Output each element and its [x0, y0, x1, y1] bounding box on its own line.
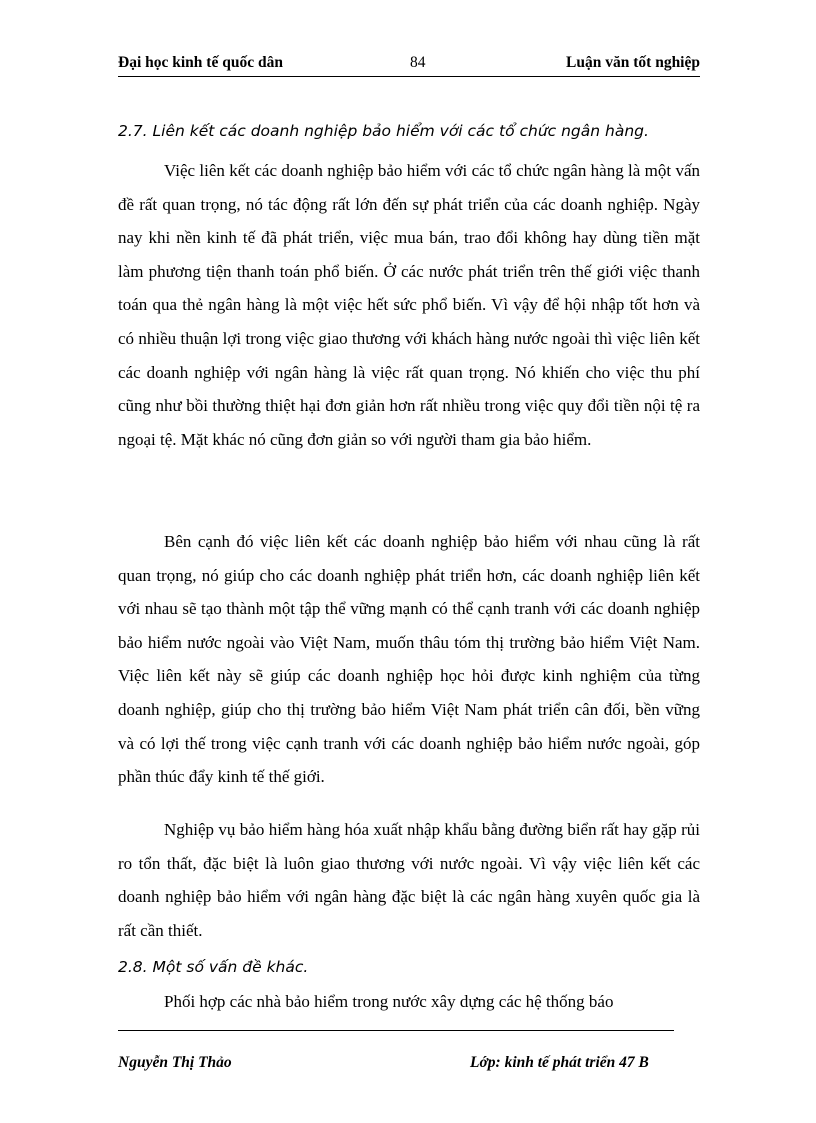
page-header	[118, 52, 700, 77]
header-page-number: 84	[410, 54, 426, 71]
paragraph-bank-linkage: Việc liên kết các doanh nghiệp bảo hiểm với các tổ chức ngân hàng là một vấn đề rất quan trọng, nó tác động rất lớn đến sự phát triển của các doanh nghiệp. Ngày nay khi nền kinh tế đã phát triển, việc mua bán, trao đổi không hay dùng tiền mặt làm phương tiện thanh toán phổ biến. Ở các nước phát triển trên thế giới việc thanh toán qua thẻ ngân hàng là một việc hết sức phổ biến. Vì vậy để hội nhập tốt hơn và có nhiều thuận lợi trong việc giao thương với khách hàng nước ngoài thì việc liên kết các doanh nghiệp với ngân hàng là việc rất quan trọng. Nó khiến cho việc thu phí cũng như bồi thường thiệt hại đơn giản hơn rất nhiều trong việc quy đổi tiền nội tệ ra ngoại tệ. Mặt khác nó cũng đơn giản so với người tham gia bảo hiểm.	[118, 161, 700, 449]
header-university: Đại học kinh tế quốc dân	[118, 54, 283, 71]
footer-divider	[118, 1030, 674, 1031]
paragraph-coordination: Phối hợp các nhà bảo hiểm trong nước xây dựng các hệ thống báo	[164, 992, 614, 1011]
section-heading-2-8: 2.8. Một số vấn đề khác.	[118, 958, 309, 976]
footer-author: Nguyễn Thị Thảo	[118, 1054, 232, 1071]
footer-class: Lớp: kinh tế phát triển 47 B	[470, 1054, 649, 1071]
paragraph-marine-cargo: Nghiệp vụ bảo hiểm hàng hóa xuất nhập khẩu bằng đường biển rất hay gặp rủi ro tổn thất, đặc biệt là luôn giao thương với nước ngoài. Vì vậy việc liên kết các doanh nghiệp bảo hiểm với ngân hàng đặc biệt là các ngân hàng xuyên quốc gia là rất cần thiết.	[118, 820, 700, 940]
header-document-type: Luận văn tốt nghiệp	[566, 54, 700, 71]
paragraph-insurer-linkage: Bên cạnh đó việc liên kết các doanh nghiệp bảo hiểm với nhau cũng là rất quan trọng, nó giúp cho các doanh nghiệp phát triển hơn, các doanh nghiệp liên kết với nhau sẽ tạo thành một tập thể vững mạnh có thể cạnh tranh với các doanh nghiệp bảo hiểm nước ngoài vào Việt Nam, muốn thâu tóm thị trường bảo hiểm Việt Nam. Việc liên kết này sẽ giúp các doanh nghiệp học hỏi được kinh nghiệm của từng doanh nghiệp, giúp cho thị trường bảo hiểm Việt Nam phát triển cân đối, bền vững và có lợi thế trong việc cạnh tranh với các doanh nghiệp bảo hiểm nước ngoài, góp phần thúc đẩy kinh tế thế giới.	[118, 532, 700, 787]
section-heading-2-7: 2.7. Liên kết các doanh nghiệp bảo hiểm với các tổ chức ngân hàng.	[118, 122, 649, 140]
